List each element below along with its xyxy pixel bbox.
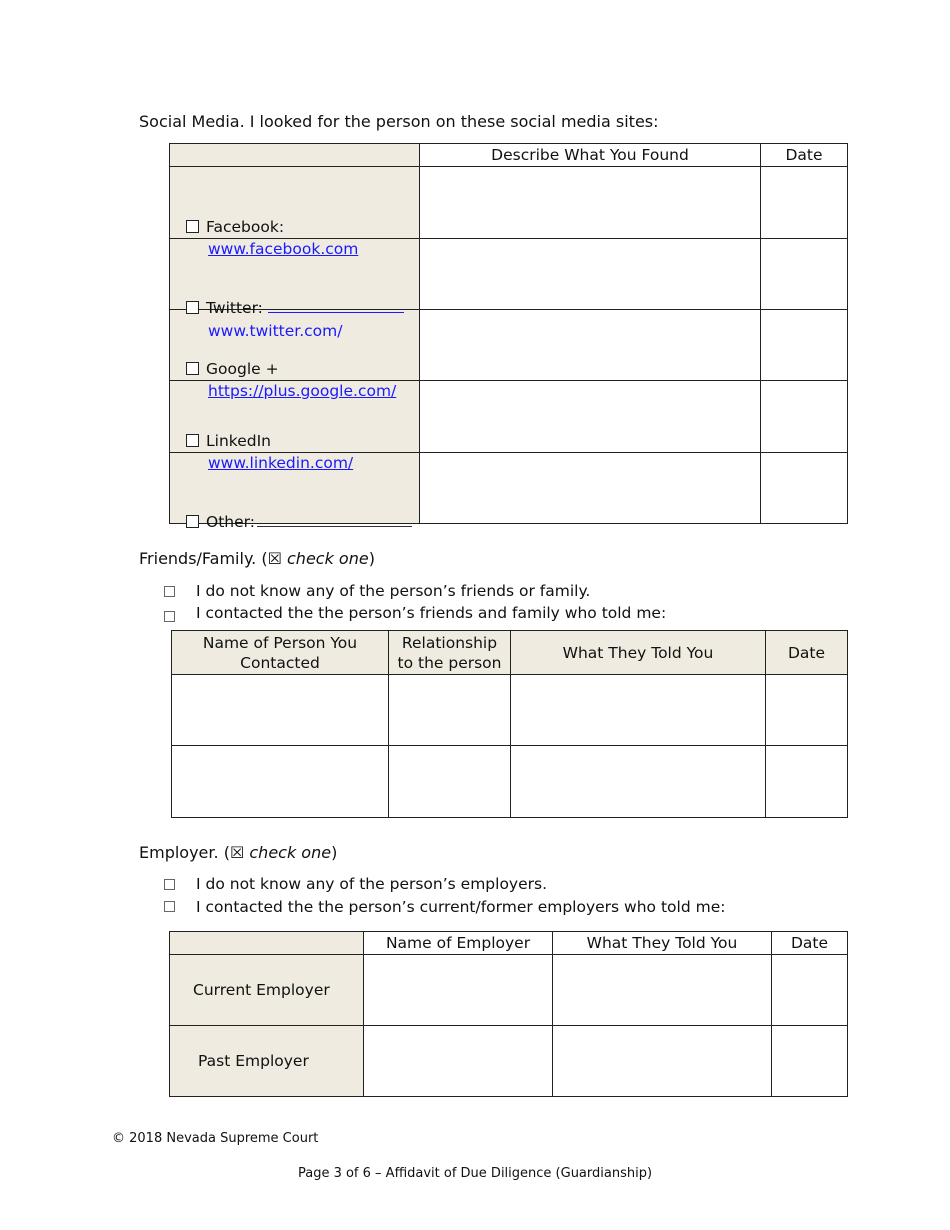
page-footer: Page 3 of 6 – Affidavit of Due Diligence (Guardianship) <box>297 1166 653 1181</box>
google-plus-date-field[interactable] <box>761 310 848 381</box>
twitter-describe-field[interactable] <box>420 239 761 310</box>
linkedin-describe-field[interactable] <box>420 381 761 453</box>
past-employer-label: Past Employer <box>170 1026 364 1097</box>
friends-family-check-glyph: ☒ <box>267 549 282 568</box>
emp-option-2-label: I contacted the the person’s current/former employers who told me: <box>196 898 726 916</box>
ff-row-2-relationship[interactable] <box>389 746 511 818</box>
linkedin-date-field[interactable] <box>761 381 848 453</box>
employer-heading <box>139 843 337 862</box>
ff-option-2-label: I contacted the the person’s friends and family who told me: <box>196 604 667 622</box>
ff-option-2-checkbox[interactable] <box>164 611 175 622</box>
other-checkbox[interactable] <box>186 515 199 528</box>
facebook-cell <box>170 167 420 258</box>
twitter-link[interactable]: www.twitter.com/ <box>208 322 343 340</box>
linkedin-link[interactable]: www.linkedin.com/ <box>208 453 354 472</box>
friends-family-open-paren: ( <box>261 549 268 568</box>
col-describe-header: Describe What You Found <box>420 144 761 167</box>
ff-row-1-told[interactable] <box>511 675 766 746</box>
past-employer-told-field[interactable] <box>553 1026 772 1097</box>
col-date-header: Date <box>761 144 848 167</box>
col-told-header: What They Told You <box>511 631 766 675</box>
col-employer-told-header: What They Told You <box>553 932 772 955</box>
ff-row-1-relationship[interactable] <box>389 675 511 746</box>
col-person-line2: Contacted <box>240 653 320 672</box>
ff-row-1-name[interactable] <box>172 675 389 746</box>
ff-row-2-date[interactable] <box>766 746 848 818</box>
google-plus-describe-field[interactable] <box>420 310 761 381</box>
other-describe-field[interactable] <box>420 453 761 524</box>
google-plus-checkbox[interactable] <box>186 362 199 375</box>
ff-row-1-date[interactable] <box>766 675 848 746</box>
current-employer-date-field[interactable] <box>772 955 848 1026</box>
col-relationship-line2: to the person <box>397 653 502 672</box>
ff-row-2-told[interactable] <box>511 746 766 818</box>
col-relationship-line1: Relationship <box>401 633 498 652</box>
google-plus-link[interactable]: https://plus.google.com/ <box>208 382 397 400</box>
employer-open-paren: ( <box>223 843 230 862</box>
facebook-link[interactable]: www.facebook.com <box>208 239 359 258</box>
emp-option-1-checkbox[interactable] <box>164 879 175 890</box>
social-media-heading: Social Media. I looked for the person on these social media sites: <box>139 112 659 131</box>
facebook-describe-field[interactable] <box>420 167 761 239</box>
linkedin-label: LinkedIn <box>206 431 271 450</box>
social-media-corner-cell <box>170 144 420 167</box>
google-plus-cell <box>170 310 420 400</box>
friends-family-heading <box>139 549 375 568</box>
friends-family-check-one: check one <box>287 549 369 568</box>
employer-corner-cell <box>170 932 364 955</box>
ff-row-2-name[interactable] <box>172 746 389 818</box>
employer-check-one: check one <box>249 843 332 862</box>
friends-family-table <box>171 630 848 818</box>
friends-family-title: Friends/Family. <box>139 549 257 568</box>
employer-table <box>169 931 848 1097</box>
employer-title: Employer. <box>139 843 219 862</box>
current-employer-told-field[interactable] <box>553 955 772 1026</box>
twitter-handle-blank[interactable] <box>268 312 404 313</box>
col-employer-date-header: Date <box>772 932 848 955</box>
other-site-blank[interactable] <box>257 526 412 527</box>
current-employer-name-field[interactable] <box>364 955 553 1026</box>
current-employer-label: Current Employer <box>170 955 364 1026</box>
copyright-notice: © 2018 Nevada Supreme Court <box>112 1131 319 1146</box>
twitter-date-field[interactable] <box>761 239 848 310</box>
col-ff-date-header: Date <box>766 631 848 675</box>
col-relationship-header <box>389 631 511 675</box>
past-employer-date-field[interactable] <box>772 1026 848 1097</box>
linkedin-checkbox[interactable] <box>186 434 199 447</box>
facebook-checkbox[interactable] <box>186 220 199 233</box>
employer-close-paren: ) <box>331 843 338 862</box>
facebook-label: Facebook: <box>206 217 285 236</box>
ff-option-1-checkbox[interactable] <box>164 586 175 597</box>
social-media-table <box>169 143 848 531</box>
other-label: Other: <box>206 513 255 531</box>
emp-option-1-label: I do not know any of the person’s employers. <box>196 875 548 893</box>
col-person-line1: Name of Person You <box>202 633 358 652</box>
past-employer-name-field[interactable] <box>364 1026 553 1097</box>
ff-option-1-label: I do not know any of the person’s friends or family. <box>196 582 591 600</box>
friends-family-close-paren: ) <box>368 549 375 568</box>
twitter-checkbox[interactable] <box>186 301 199 314</box>
facebook-date-field[interactable] <box>761 167 848 239</box>
google-plus-label: Google + <box>206 360 279 378</box>
emp-option-2-checkbox[interactable] <box>164 901 175 912</box>
twitter-label: Twitter: <box>206 299 263 317</box>
col-employer-name-header: Name of Employer <box>364 932 553 955</box>
other-date-field[interactable] <box>761 453 848 524</box>
employer-check-glyph: ☒ <box>229 843 245 862</box>
col-person-header <box>172 631 389 675</box>
